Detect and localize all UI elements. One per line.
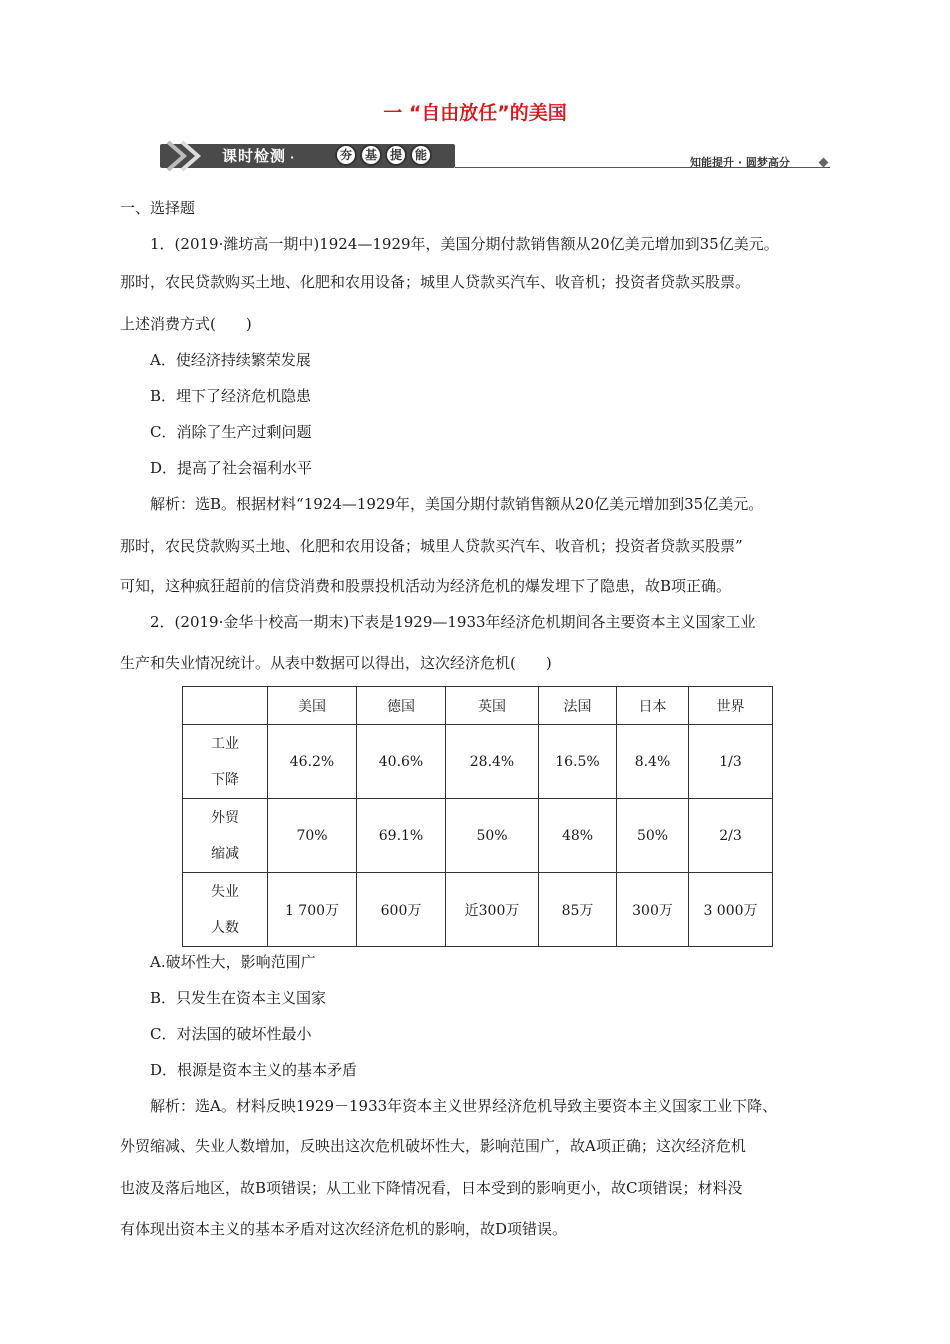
- question-2-option-a: A.破坏性大，影响范围广: [150, 953, 316, 971]
- table-header-cell: 美国: [268, 687, 357, 725]
- table-cell: 46.2%: [268, 725, 357, 799]
- question-1-option-c: C．消除了生产过剩问题: [150, 423, 312, 441]
- banner-dot: ·: [290, 151, 296, 164]
- table-header-cell: [183, 687, 268, 725]
- table-cell: 1 700万: [268, 873, 357, 947]
- banner-pill: 能: [410, 144, 432, 166]
- table-row: [183, 799, 773, 873]
- diamond-icon: [819, 158, 829, 168]
- banner-pill: 夯: [335, 144, 357, 166]
- table-header-cell: 世界: [689, 687, 773, 725]
- question-2-option-c: C．对法国的破坏性最小: [150, 1025, 312, 1043]
- table-cell: 3 000万: [689, 873, 773, 947]
- section-banner: [160, 136, 830, 176]
- table-cell: 28.4%: [446, 725, 539, 799]
- question-1-option-b: B．埋下了经济危机隐患: [150, 387, 312, 405]
- question-1-analysis: 解析：选B。根据材料“1924—1929年，美国分期付款销售额从20亿美元增加到35亿美元。: [150, 495, 764, 513]
- table-cell: 2/3: [689, 799, 773, 873]
- table-cell: 40.6%: [357, 725, 446, 799]
- table-cell: 48%: [539, 799, 617, 873]
- banner-pills: [335, 144, 432, 166]
- question-2-analysis: 外贸缩减、失业人数增加，反映出这次危机破坏性大，影响范围广，故A项正确；这次经济危机: [120, 1137, 746, 1155]
- table-cell: 600万: [357, 873, 446, 947]
- row-label-line: 工业: [211, 735, 239, 752]
- table-cell: 16.5%: [539, 725, 617, 799]
- table-header-cell: 法国: [539, 687, 617, 725]
- question-2-line: 2．(2019·金华十校高一期末)下表是1929—1933年经济危机期间各主要资本主义国家工业: [150, 613, 756, 631]
- table-cell: 69.1%: [357, 799, 446, 873]
- table-cell: 300万: [617, 873, 689, 947]
- question-1-line: 上述消费方式( ): [120, 315, 252, 333]
- question-1-line: 1．(2019·潍坊高一期中)1924—1929年，美国分期付款销售额从20亿美元增加到35亿美元。: [150, 235, 779, 253]
- question-1-option-d: D．提高了社会福利水平: [150, 459, 313, 477]
- question-1-analysis: 可知，这种疯狂超前的信贷消费和股票投机活动为经济危机的爆发埋下了隐患，故B项正确。: [120, 577, 732, 595]
- banner-label: [222, 145, 299, 166]
- table-row: [183, 725, 773, 799]
- table-header-cell: 德国: [357, 687, 446, 725]
- question-1-line: 那时，农民贷款购买土地、化肥和农用设备；城里人贷款买汽车、收音机；投资者贷款买股票。: [120, 273, 751, 291]
- question-1-option-a: A．使经济持续繁荣发展: [150, 351, 311, 369]
- banner-left-text: 课时检测: [222, 147, 287, 165]
- question-2-analysis: 也波及落后地区，故B项错误；从工业下降情况看，日本受到的影响更小，故C项错误；材料没: [120, 1179, 743, 1197]
- table-header-cell: 日本: [617, 687, 689, 725]
- banner-pill: 基: [360, 144, 382, 166]
- row-label: [183, 799, 268, 873]
- row-label-line: 人数: [211, 919, 239, 936]
- statistics-table: [182, 686, 773, 947]
- table-cell: 70%: [268, 799, 357, 873]
- table-cell: 8.4%: [617, 725, 689, 799]
- table-cell: 近300万: [446, 873, 539, 947]
- section-heading: 一、选择题: [120, 199, 196, 217]
- question-2-analysis: 解析：选A。材料反映1929－1933年资本主义世界经济危机导致主要资本主义国家工业下降、: [150, 1097, 778, 1115]
- table-header-cell: 英国: [446, 687, 539, 725]
- row-label-line: 下降: [211, 771, 239, 788]
- row-label-line: 外贸: [211, 809, 239, 826]
- table-cell: 1/3: [689, 725, 773, 799]
- banner-right-text: 知能提升 · 圆梦高分: [690, 156, 790, 169]
- row-label-line: 失业: [211, 883, 239, 900]
- page-title: 一 “自由放任”的美国: [383, 102, 567, 124]
- question-1-analysis: 那时，农民贷款购买土地、化肥和农用设备；城里人贷款买汽车、收音机；投资者贷款买股票”: [120, 537, 743, 555]
- question-2-option-b: B．只发生在资本主义国家: [150, 989, 327, 1007]
- table-cell: 50%: [446, 799, 539, 873]
- row-label-line: 缩减: [211, 845, 239, 862]
- chevron-double-icon: [160, 138, 210, 174]
- question-2-line: 生产和失业情况统计。从表中数据可以得出，这次经济危机( ): [120, 654, 552, 672]
- question-2-option-d: D．根源是资本主义的基本矛盾: [150, 1061, 358, 1079]
- row-label: [183, 725, 268, 799]
- table-cell: 50%: [617, 799, 689, 873]
- table-cell: 85万: [539, 873, 617, 947]
- table-row: [183, 873, 773, 947]
- row-label: [183, 873, 268, 947]
- question-2-analysis: 有体现出资本主义的基本矛盾对这次经济危机的影响，故D项错误。: [120, 1220, 568, 1238]
- table-header-row: [183, 687, 773, 725]
- banner-pill: 提: [385, 144, 407, 166]
